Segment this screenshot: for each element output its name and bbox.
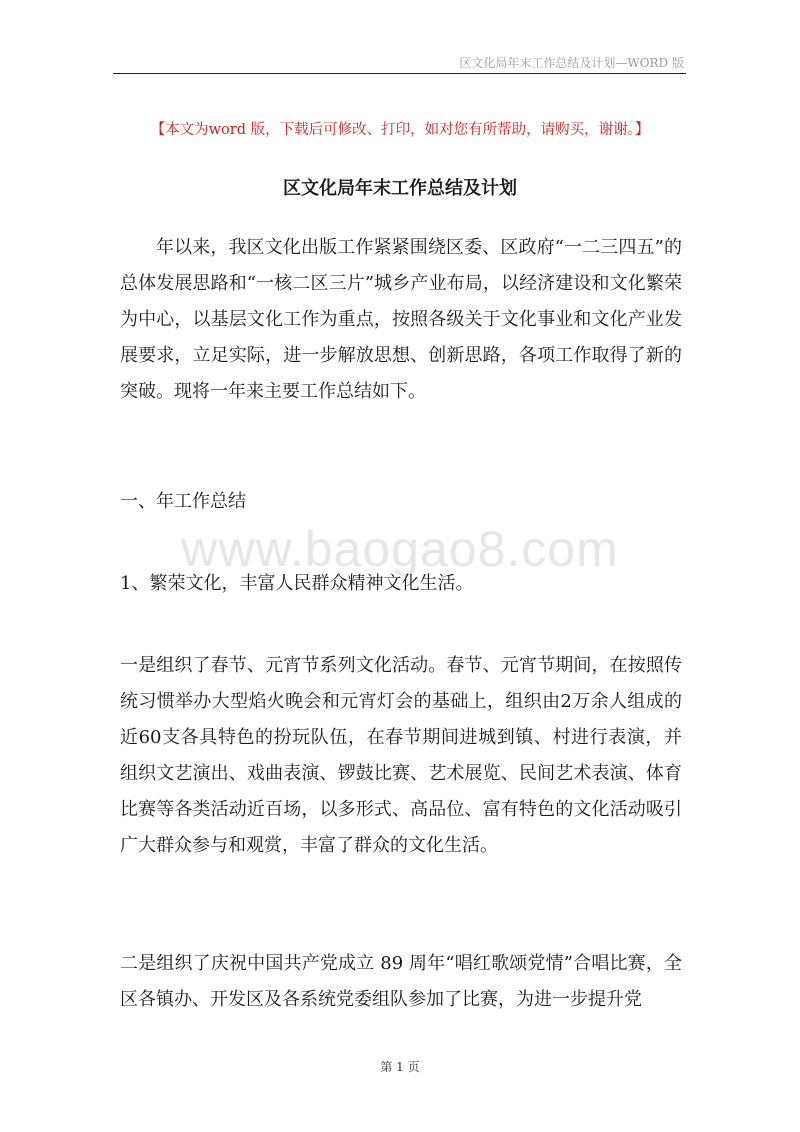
paragraph-intro: 年以来，我区文化出版工作紧紧围绕区委、区政府“一二三四五”的总体发展思路和“一核二区三片”城乡产业布局，以经济建设和文化繁荣为中心，以基层文化工作为重点，按照各级关于文化事业和文化产业发展要求，立足实际，进一步解放思想、创新思路，各项工作取得了新的突破。现将一年来主要工作总结如下。: [120, 237, 682, 402]
download-notice: 【本文为word 版，下载后可修改、打印，如对您有所帮助，请购买，谢谢。】: [150, 122, 650, 138]
running-header: 区文化局年末工作总结及计划—WORD 版: [459, 56, 684, 70]
paragraph-body: 一是组织了春节、元宵节系列文化活动。春节、元宵节期间，在按照传统习惯举办大型焰火晚会和元宵灯会的基础上，组织由2万余人组成的近60支各具特色的扮玩队伍，在春节期间进城到镇、村进行表演，并组织文艺演出、戏曲表演、锣鼓比赛、艺术展览、民间艺术表演、体育比赛等各类活动近百场，以多形式、高品位、富有特色的文化活动吸引广大群众参与和观赏，丰富了群众的文化生活。: [120, 655, 682, 856]
header-divider: [113, 73, 686, 74]
watermark: www.baogao8.com: [181, 521, 619, 577]
page-number: 第 1 页: [380, 1060, 420, 1074]
document-title: 区文化局年末工作总结及计划: [283, 178, 517, 199]
paragraph-body: 二是组织了庆祝中国共产党成立 89 周年“唱红歌颂党情”合唱比赛，全区各镇办、开发区及各系统党委组队参加了比赛，为进一步提升党: [120, 953, 682, 1010]
section-heading: 一、年工作总结: [120, 491, 246, 512]
subsection-heading: 1、繁荣文化，丰富人民群众精神文化生活。: [120, 573, 474, 594]
